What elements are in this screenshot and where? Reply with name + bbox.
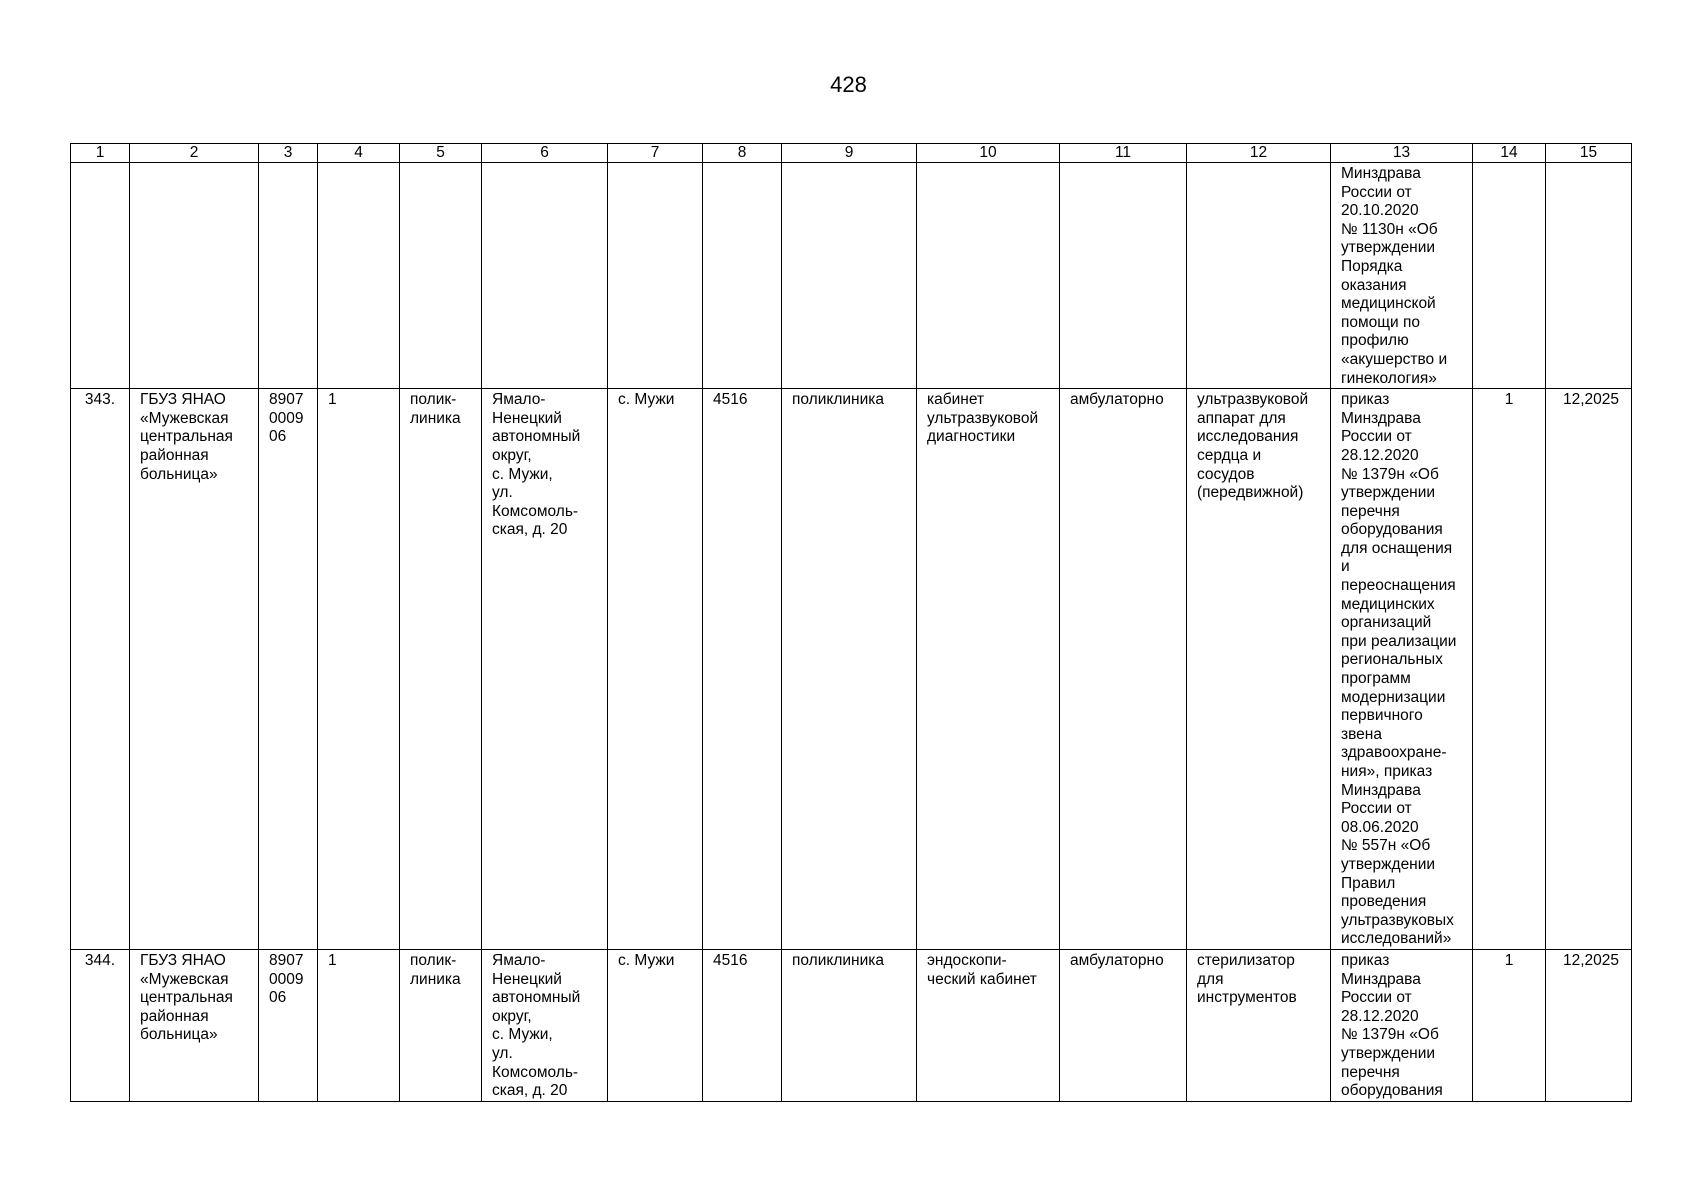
column-header: 8 bbox=[703, 144, 782, 163]
regulation-order: приказ Минздрава России от 28.12.2020 № 1379н «Об утверждении перечня оборудования bbox=[1331, 949, 1473, 1101]
column-5-value: полик- линика bbox=[400, 389, 482, 950]
settlement bbox=[608, 163, 703, 389]
deadline bbox=[1546, 163, 1632, 389]
equipment-table bbox=[70, 143, 1632, 1102]
care-form: амбулаторно bbox=[1060, 389, 1187, 950]
column-8-value: 4516 bbox=[703, 949, 782, 1101]
column-header: 7 bbox=[608, 144, 703, 163]
column-header: 11 bbox=[1060, 144, 1187, 163]
organization-code: 8907 0009 06 bbox=[259, 389, 318, 950]
equipment-name: ультразвуковой аппарат для исследования сердца и сосудов (передвижной) bbox=[1187, 389, 1331, 950]
quantity: 1 bbox=[1473, 389, 1546, 950]
organization-name: ГБУЗ ЯНАО «Мужевская центральная районная больница» bbox=[130, 949, 259, 1101]
column-4-value: 1 bbox=[318, 389, 400, 950]
address: Ямало- Ненецкий автономный округ, с. Мужи, ул. Комсомоль- ская, д. 20 bbox=[482, 389, 608, 950]
settlement: с. Мужи bbox=[608, 389, 703, 950]
column-header: 14 bbox=[1473, 144, 1546, 163]
column-header: 1 bbox=[71, 144, 130, 163]
page-number: 428 bbox=[830, 72, 867, 97]
column-8-value: 4516 bbox=[703, 389, 782, 950]
care-form bbox=[1060, 163, 1187, 389]
room-name: эндоскопи- ческий кабинет bbox=[917, 949, 1060, 1101]
column-header: 5 bbox=[400, 144, 482, 163]
table-row bbox=[71, 949, 1632, 1101]
address bbox=[482, 163, 608, 389]
table-row bbox=[71, 163, 1632, 389]
column-8-value bbox=[703, 163, 782, 389]
column-header: 12 bbox=[1187, 144, 1331, 163]
organization-code: 8907 0009 06 bbox=[259, 949, 318, 1101]
regulation-order: приказ Минздрава России от 28.12.2020 № 1379н «Об утверждении перечня оборудования для оснащения и переоснащения медицинских организаций при реализации региональных программ модернизации первичного звена здравоохране- ния», приказ Минздрава России от 08.06.2020 № 557н «Об утверждении Правил проведения ультразвуковых исследований» bbox=[1331, 389, 1473, 950]
equipment-name: стерилизатор для инструментов bbox=[1187, 949, 1331, 1101]
column-header: 2 bbox=[130, 144, 259, 163]
regulation-order: Минздрава России от 20.10.2020 № 1130н «Об утверждении Порядка оказания медицинской помощи по профилю «акушерство и гинекология» bbox=[1331, 163, 1473, 389]
row-number bbox=[71, 163, 130, 389]
organization-name bbox=[130, 163, 259, 389]
deadline: 12,2025 bbox=[1546, 389, 1632, 950]
column-4-value bbox=[318, 163, 400, 389]
organization-code bbox=[259, 163, 318, 389]
unit-type bbox=[782, 163, 917, 389]
address: Ямало- Ненецкий автономный округ, с. Мужи, ул. Комсомоль- ская, д. 20 bbox=[482, 949, 608, 1101]
deadline: 12,2025 bbox=[1546, 949, 1632, 1101]
column-4-value: 1 bbox=[318, 949, 400, 1101]
settlement: с. Мужи bbox=[608, 949, 703, 1101]
table-row bbox=[71, 389, 1632, 950]
column-header: 10 bbox=[917, 144, 1060, 163]
row-number: 344. bbox=[71, 949, 130, 1101]
column-header: 13 bbox=[1331, 144, 1473, 163]
unit-type: поликлиника bbox=[782, 949, 917, 1101]
quantity bbox=[1473, 163, 1546, 389]
column-header: 4 bbox=[318, 144, 400, 163]
quantity: 1 bbox=[1473, 949, 1546, 1101]
column-number-row bbox=[71, 144, 1632, 163]
care-form: амбулаторно bbox=[1060, 949, 1187, 1101]
column-5-value bbox=[400, 163, 482, 389]
row-number: 343. bbox=[71, 389, 130, 950]
column-header: 15 bbox=[1546, 144, 1632, 163]
organization-name: ГБУЗ ЯНАО «Мужевская центральная районная больница» bbox=[130, 389, 259, 950]
equipment-name bbox=[1187, 163, 1331, 389]
unit-type: поликлиника bbox=[782, 389, 917, 950]
room-name: кабинет ультразвуковой диагностики bbox=[917, 389, 1060, 950]
column-5-value: полик- линика bbox=[400, 949, 482, 1101]
column-header: 6 bbox=[482, 144, 608, 163]
room-name bbox=[917, 163, 1060, 389]
column-header: 9 bbox=[782, 144, 917, 163]
column-header: 3 bbox=[259, 144, 318, 163]
